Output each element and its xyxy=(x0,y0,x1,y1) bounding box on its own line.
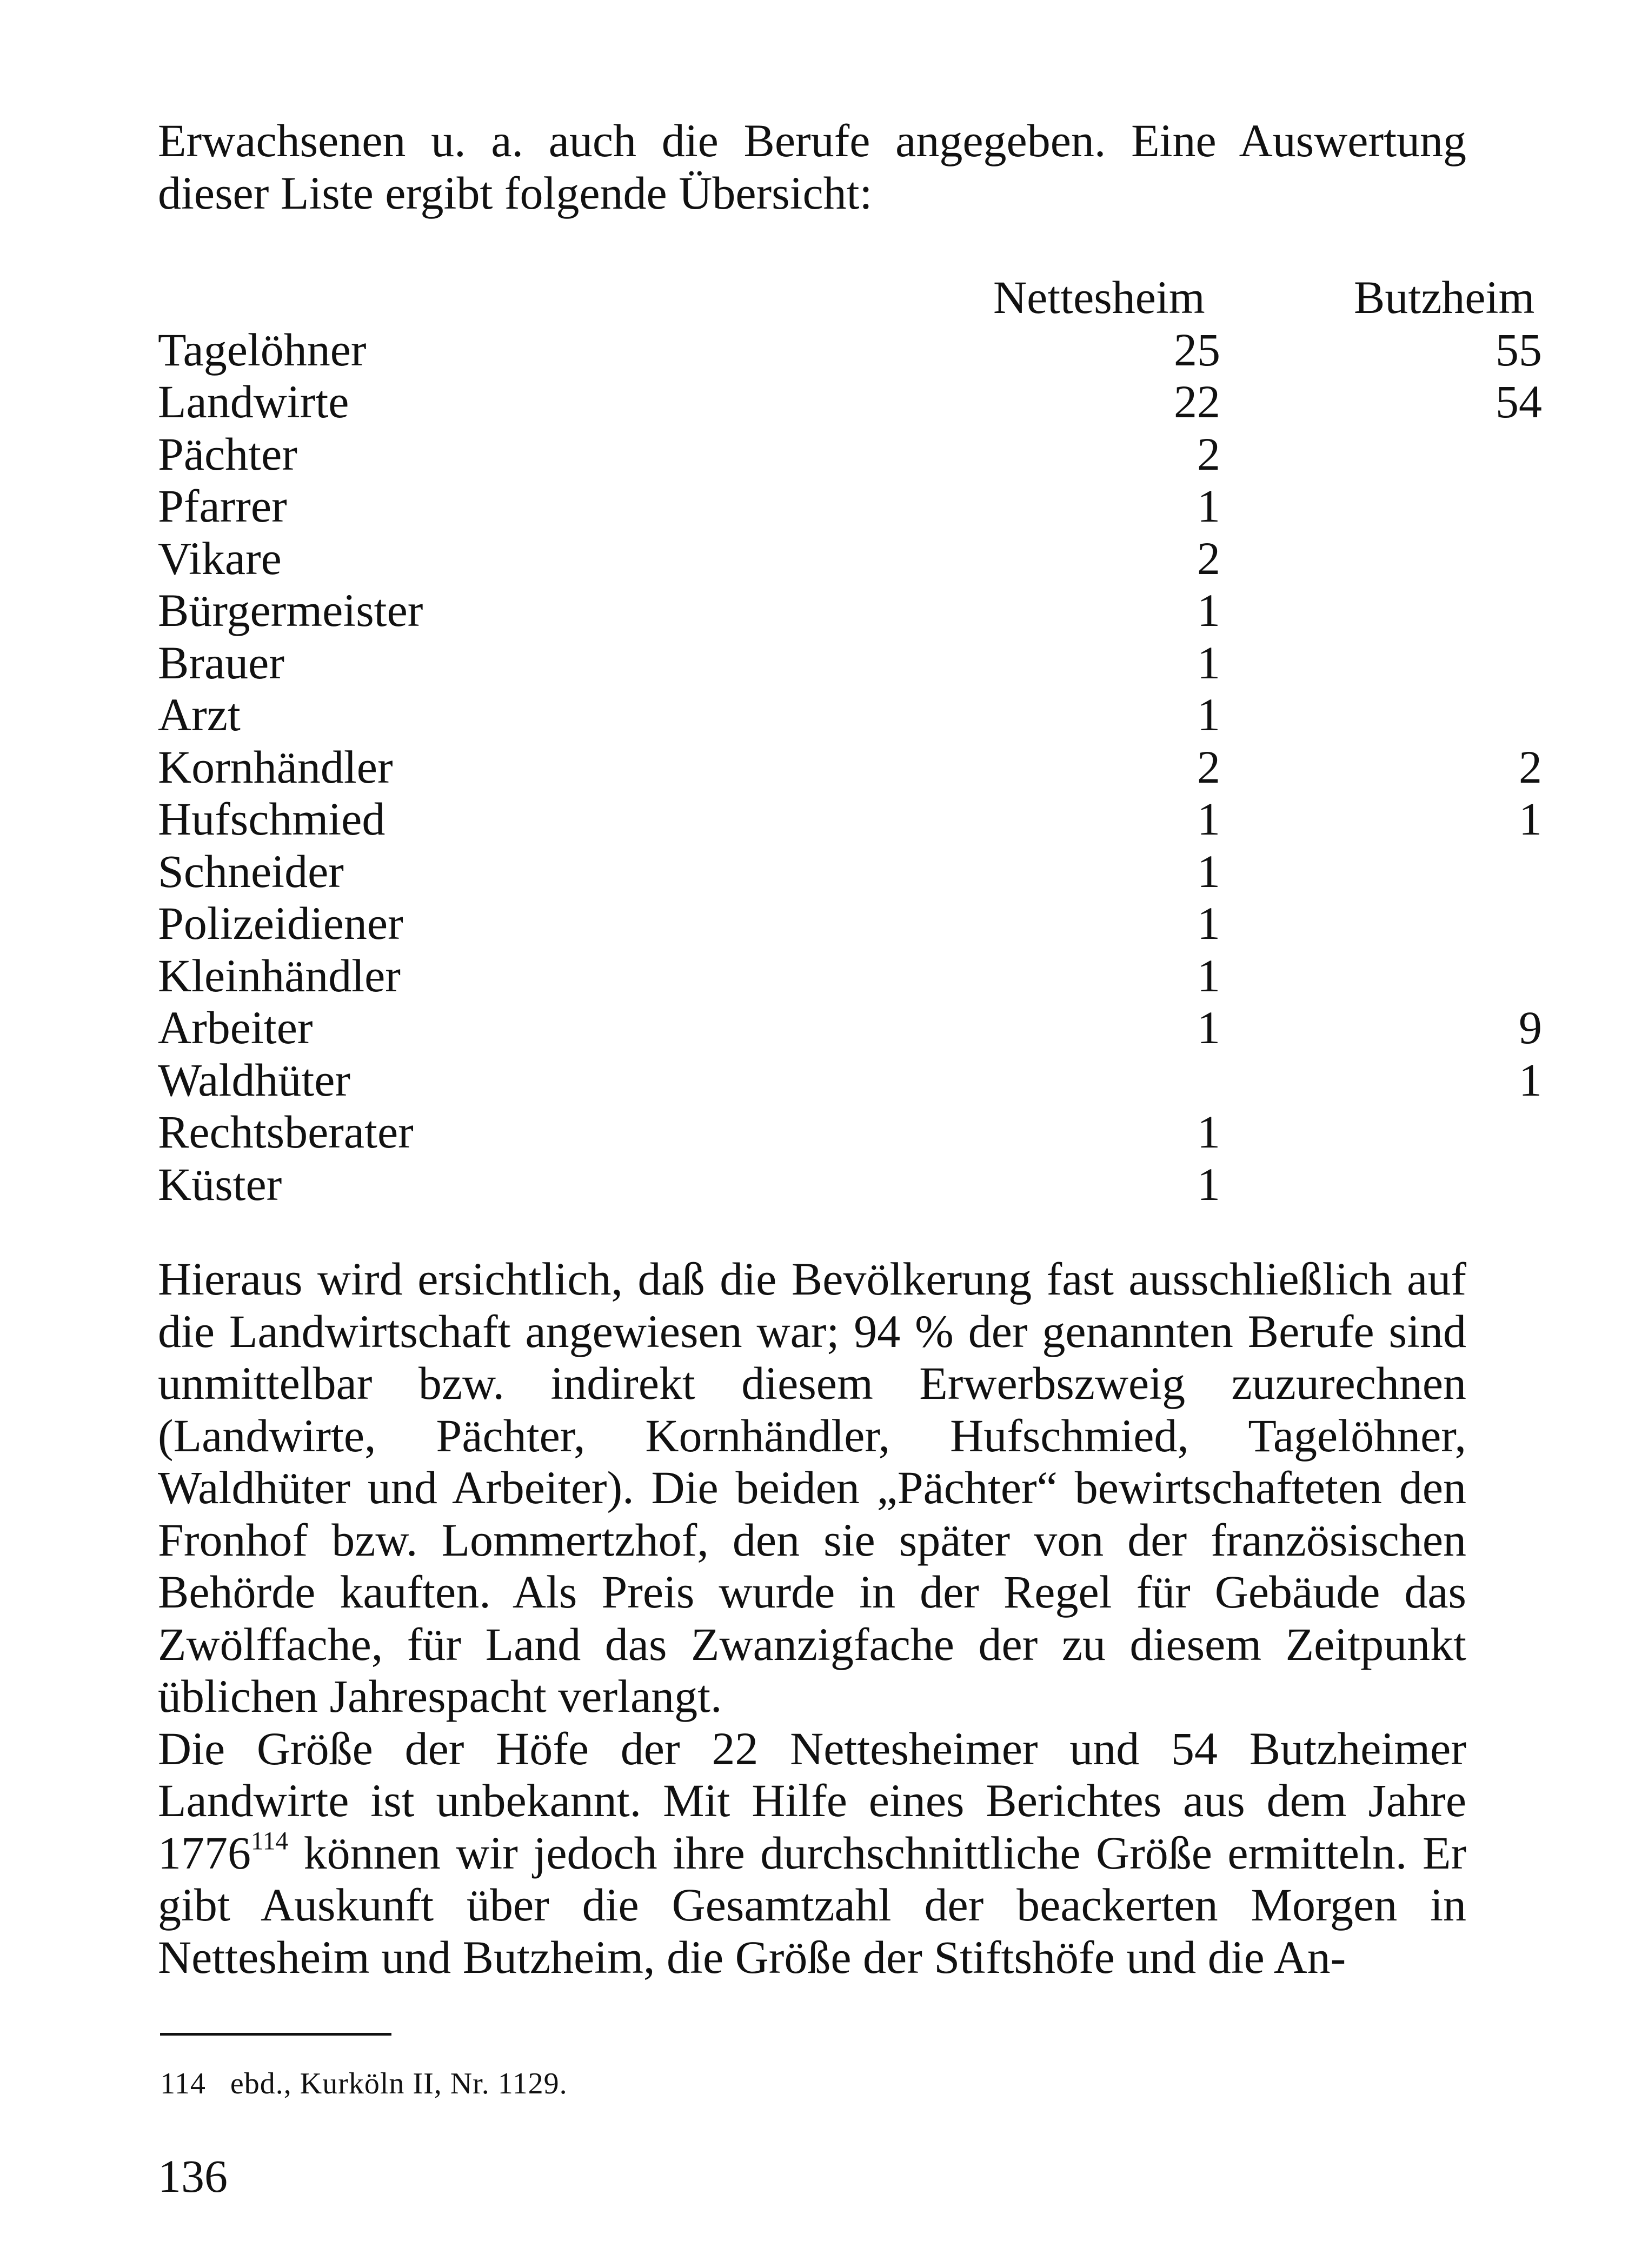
table-header-row xyxy=(158,271,1535,324)
footnote-text: ebd., Kurköln II, Nr. 1129. xyxy=(230,2067,568,2100)
butzheim-cell: 54 xyxy=(1496,376,1542,428)
footnote-divider xyxy=(160,2033,391,2036)
occupation-cell: Vikare xyxy=(158,532,282,584)
intro-paragraph xyxy=(158,115,1466,219)
page-number: 136 xyxy=(158,2150,228,2202)
occupation-cell: Kleinhändler xyxy=(158,949,401,1002)
body-text xyxy=(158,1253,1466,1983)
occupation-cell: Pächter xyxy=(158,428,297,480)
occupation-cell: Hufschmied xyxy=(158,793,386,845)
table-body xyxy=(158,323,1542,1211)
nettesheim-cell: 1 xyxy=(1197,845,1220,897)
butzheim-cell: 9 xyxy=(1519,1002,1542,1053)
nettesheim-cell: 1 xyxy=(1197,1002,1220,1053)
table-row xyxy=(158,1002,1542,1054)
table-row xyxy=(158,793,1542,845)
nettesheim-cell: 1 xyxy=(1197,689,1220,741)
butzheim-cell: 1 xyxy=(1519,1053,1542,1106)
nettesheim-cell: 1 xyxy=(1197,793,1220,845)
table-row xyxy=(158,637,1466,689)
table-row xyxy=(158,584,1466,637)
nettesheim-cell: 2 xyxy=(1197,428,1220,480)
table-row xyxy=(158,323,1542,376)
body-paragraph-2-end: können wir jedoch ihre durchschnittliche Größe ermitteln. Er gibt Auskunft über die Gesamtzahl der beackerten Morgen in Nettesheim und Butzheim, die Größe der Stiftshöfe und die An- xyxy=(158,1826,1466,1983)
nettesheim-cell: 2 xyxy=(1197,741,1220,793)
footnote xyxy=(160,2065,568,2103)
table-row xyxy=(158,532,1466,585)
body-paragraph-2 xyxy=(158,1723,1466,1984)
table-row xyxy=(158,1053,1542,1106)
table-row xyxy=(158,480,1466,532)
nettesheim-cell: 25 xyxy=(1174,323,1220,376)
occupation-cell: Arzt xyxy=(158,689,241,741)
occupation-cell: Arbeiter xyxy=(158,1002,313,1053)
occupation-cell: Rechtsberater xyxy=(158,1106,414,1158)
body-paragraph-2-start: Die Größe der Höfe der 22 Nettesheimer und 54 Butzheimer Landwirte ist unbekannt. Mit Hilfe eines Berichtes aus dem Jahre 1776 xyxy=(158,1722,1466,1879)
nettesheim-cell: 22 xyxy=(1174,376,1220,428)
intro-text: Erwachsenen u. a. auch die Berufe angegeben. Eine Auswertung dieser Liste ergibt folgende Übersicht: xyxy=(158,115,1466,219)
nettesheim-cell: 2 xyxy=(1197,532,1220,584)
occupation-cell: Schneider xyxy=(158,845,344,897)
table-row xyxy=(158,428,1466,481)
column-header-butzheim: Butzheim xyxy=(1354,271,1535,323)
occupation-cell: Pfarrer xyxy=(158,480,287,532)
butzheim-cell: 1 xyxy=(1519,793,1542,845)
table-row xyxy=(158,950,1466,1002)
nettesheim-cell: 1 xyxy=(1197,949,1220,1002)
footnote-number: 114 xyxy=(160,2067,206,2100)
nettesheim-cell: 1 xyxy=(1197,584,1220,636)
occupation-cell: Küster xyxy=(158,1158,282,1210)
butzheim-cell: 2 xyxy=(1519,741,1542,793)
table-row xyxy=(158,689,1466,741)
footnote-reference: 114 xyxy=(251,1827,289,1856)
nettesheim-cell: 1 xyxy=(1197,1158,1220,1210)
table-row xyxy=(158,845,1466,898)
butzheim-cell: 55 xyxy=(1496,323,1542,376)
occupation-cell: Brauer xyxy=(158,636,284,689)
occupation-cell: Waldhüter xyxy=(158,1053,351,1106)
occupation-cell: Bürgermeister xyxy=(158,584,423,636)
nettesheim-cell: 1 xyxy=(1197,897,1220,949)
table-row xyxy=(158,1106,1466,1158)
nettesheim-cell: 1 xyxy=(1197,480,1220,532)
nettesheim-cell: 1 xyxy=(1197,1106,1220,1158)
body-paragraph-1: Hieraus wird ersichtlich, daß die Bevölkerung fast ausschließlich auf die Landwirtschaft angewiesen war; 94 % der genannten Berufe sind unmittelbar bzw. indirekt diesem Erwerbszweig zuzurechnen (Landwirte, Pächter, Kornhändler, Hufschmied, Tagelöhner, Waldhüter und Arbeiter). Die beiden „Pächter“ bewirtschafteten den Fronhof bzw. Lommertzhof, den sie später von der französischen Behörde kauften. Als Preis wurde in der Regel für Gebäude das Zwölffache, für Land das Zwanzigfache der zu diesem Zeitpunkt üblichen Jahrespacht verlangt. xyxy=(158,1253,1466,1722)
occupation-table xyxy=(158,271,1542,1210)
table-row xyxy=(158,376,1542,428)
table-row xyxy=(158,741,1542,793)
occupation-cell: Polizeidiener xyxy=(158,897,403,949)
occupation-cell: Kornhändler xyxy=(158,741,393,793)
table-row xyxy=(158,1158,1466,1211)
occupation-cell: Landwirte xyxy=(158,376,349,428)
occupation-cell: Tagelöhner xyxy=(158,323,367,376)
table-row xyxy=(158,897,1466,950)
column-header-nettesheim: Nettesheim xyxy=(993,271,1205,323)
nettesheim-cell: 1 xyxy=(1197,636,1220,689)
